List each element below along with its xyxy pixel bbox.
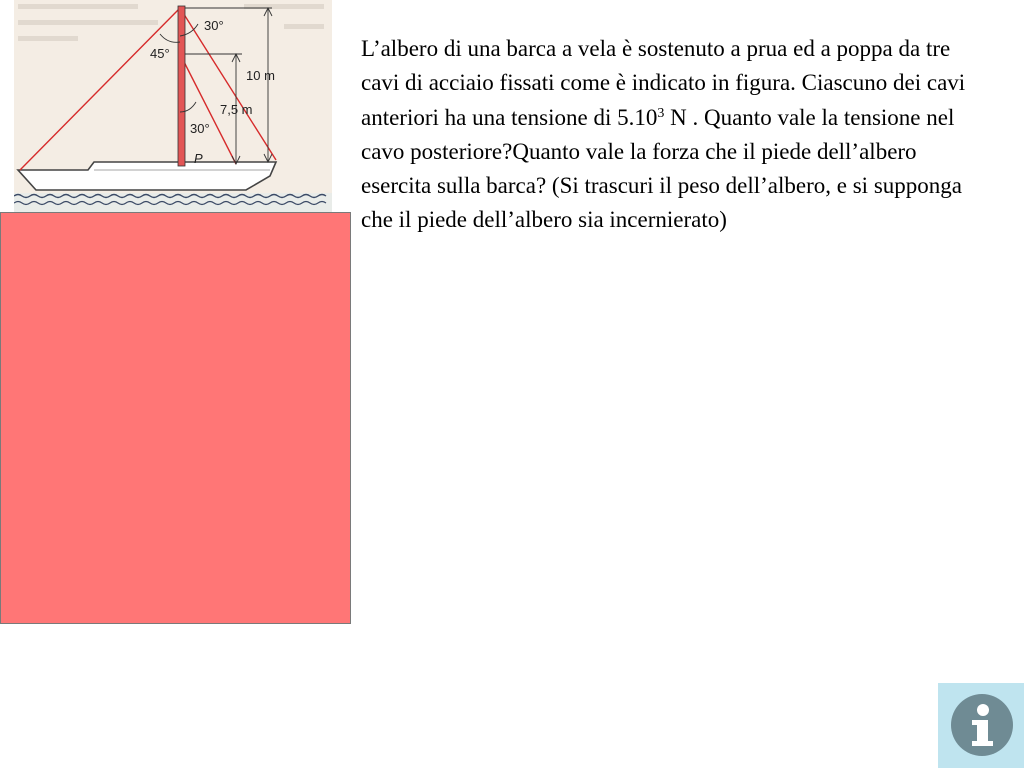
problem-text xyxy=(361,32,973,238)
water-waves xyxy=(14,193,332,214)
problem-text-rest: N . Quanto vale la tensione nel cavo posteriore?Quanto vale la forza che il piede dell’albero esercita sulla barca? (Si trascuri il peso dell’albero, e si supponga che il piede dell’albero sia incernierato) xyxy=(361,104,962,233)
angle-top-right-label: 30° xyxy=(204,18,224,33)
info-icon xyxy=(950,693,1014,757)
height-partial-label: 7,5 m xyxy=(220,102,253,117)
point-label: P xyxy=(194,151,203,166)
height-total-label: 10 m xyxy=(246,68,275,83)
problem-text-main: L’albero di una barca a vela è sostenuto a prua ed a poppa da tre cavi di acciaio fissati come è indicato in figura. Ciascuno dei cavi anteriori ha una tensione di 5.10 xyxy=(361,36,966,130)
exponent: 3 xyxy=(657,105,665,121)
sailboat-figure xyxy=(14,0,332,214)
placeholder-panel xyxy=(0,212,351,624)
angle-top-left-label: 45° xyxy=(150,46,170,61)
angle-lower-label: 30° xyxy=(190,121,210,136)
mast xyxy=(178,6,185,166)
info-button[interactable] xyxy=(938,683,1024,768)
